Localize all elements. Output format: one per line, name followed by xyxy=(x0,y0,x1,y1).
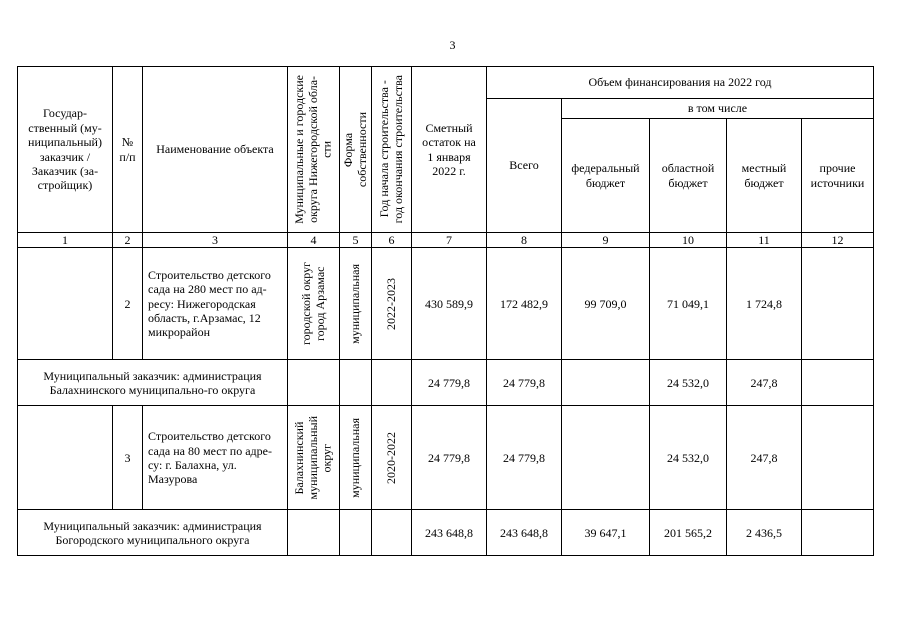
column-number: 10 xyxy=(650,233,727,248)
other-value xyxy=(802,510,874,556)
row-number: 2 xyxy=(113,248,143,360)
header-years xyxy=(372,67,412,233)
ownership-cell xyxy=(340,406,372,510)
customer-line: Муниципальный заказчик: администрация Богородского муниципального округа xyxy=(18,510,288,556)
local-value: 1 724,8 xyxy=(727,248,802,360)
local-value: 247,8 xyxy=(727,406,802,510)
column-number: 12 xyxy=(802,233,874,248)
page-number: 3 xyxy=(449,38,456,52)
local-value: 2 436,5 xyxy=(727,510,802,556)
column-number: 8 xyxy=(487,233,562,248)
federal-value xyxy=(562,360,650,406)
column-number: 9 xyxy=(562,233,650,248)
table-row xyxy=(18,248,874,360)
column-number: 11 xyxy=(727,233,802,248)
header-object-name: Наименование объекта xyxy=(143,67,288,233)
header-row-number: № п/п xyxy=(113,67,143,233)
column-number: 2 xyxy=(113,233,143,248)
object-name: Строительство детского сада на 80 мест по адре-су: г. Балахна, ул. Мазурова xyxy=(143,406,288,510)
customer-cell xyxy=(18,248,113,360)
other-value xyxy=(802,248,874,360)
header-ownership xyxy=(340,67,372,233)
row-number: 3 xyxy=(113,406,143,510)
federal-value: 99 709,0 xyxy=(562,248,650,360)
table-row xyxy=(18,360,874,406)
header-customer: Государ- ственный (му- ниципальный) заказчик / Заказчик (за- стройщик) xyxy=(18,67,113,233)
local-value: 247,8 xyxy=(727,360,802,406)
estimate-value: 24 779,8 xyxy=(412,360,487,406)
header-estimate: Сметный остаток на 1 января 2022 г. xyxy=(412,67,487,233)
header-regional: областной бюджет xyxy=(650,119,727,233)
header-including: в том числе xyxy=(562,99,874,119)
column-number: 6 xyxy=(372,233,412,248)
regional-value: 201 565,2 xyxy=(650,510,727,556)
column-number: 3 xyxy=(143,233,288,248)
empty-cell xyxy=(340,510,372,556)
header-years-text: Год начала строительства - год окончания строительства xyxy=(376,75,405,224)
object-name: Строительство детского сада на 280 мест по ад-ресу: Нижегородская область, г.Арзамас, 12 микрорайон xyxy=(143,248,288,360)
empty-cell xyxy=(372,510,412,556)
header-municipality-text: Муниципальные и городские округа Нижегородской обла- сти xyxy=(291,75,334,224)
header-funding-group: Объем финансирования на 2022 год xyxy=(487,67,874,99)
customer-cell xyxy=(18,406,113,510)
estimate-value: 243 648,8 xyxy=(412,510,487,556)
ownership-cell xyxy=(340,248,372,360)
column-number: 4 xyxy=(288,233,340,248)
ownership-text: муниципальная xyxy=(347,417,362,498)
estimate-value: 430 589,9 xyxy=(412,248,487,360)
header-local: местный бюджет xyxy=(727,119,802,233)
years-cell xyxy=(372,406,412,510)
total-value: 24 779,8 xyxy=(487,406,562,510)
years-text: 2022-2023 xyxy=(383,277,398,330)
column-number: 7 xyxy=(412,233,487,248)
header-ownership-text: Форма собственности xyxy=(340,111,369,188)
customer-line: Муниципальный заказчик: администрация Балахнинского муниципально-го округа xyxy=(18,360,288,406)
ownership-text: муниципальная xyxy=(347,263,362,344)
years-cell xyxy=(372,248,412,360)
regional-value: 71 049,1 xyxy=(650,248,727,360)
empty-cell xyxy=(340,360,372,406)
federal-value xyxy=(562,406,650,510)
header-municipality xyxy=(288,67,340,233)
header-federal: федеральный бюджет xyxy=(562,119,650,233)
column-number: 1 xyxy=(18,233,113,248)
header-other: прочие источники xyxy=(802,119,874,233)
years-text: 2020-2022 xyxy=(383,431,398,484)
federal-value: 39 647,1 xyxy=(562,510,650,556)
empty-cell xyxy=(288,510,340,556)
table-row xyxy=(18,510,874,556)
total-value: 24 779,8 xyxy=(487,360,562,406)
table-row xyxy=(18,406,874,510)
total-value: 172 482,9 xyxy=(487,248,562,360)
column-number: 5 xyxy=(340,233,372,248)
municipality-cell xyxy=(288,248,340,360)
regional-value: 24 532,0 xyxy=(650,406,727,510)
municipality-text: Балахнинский муниципальный округ xyxy=(291,416,334,500)
estimate-value: 24 779,8 xyxy=(412,406,487,510)
municipality-text: городской округ город Арзамас xyxy=(298,262,327,346)
empty-cell xyxy=(372,360,412,406)
column-number-row xyxy=(18,233,874,248)
empty-cell xyxy=(288,360,340,406)
regional-value: 24 532,0 xyxy=(650,360,727,406)
total-value: 243 648,8 xyxy=(487,510,562,556)
other-value xyxy=(802,360,874,406)
other-value xyxy=(802,406,874,510)
municipality-cell xyxy=(288,406,340,510)
header-total: Всего xyxy=(487,99,562,233)
funding-table xyxy=(17,66,874,556)
